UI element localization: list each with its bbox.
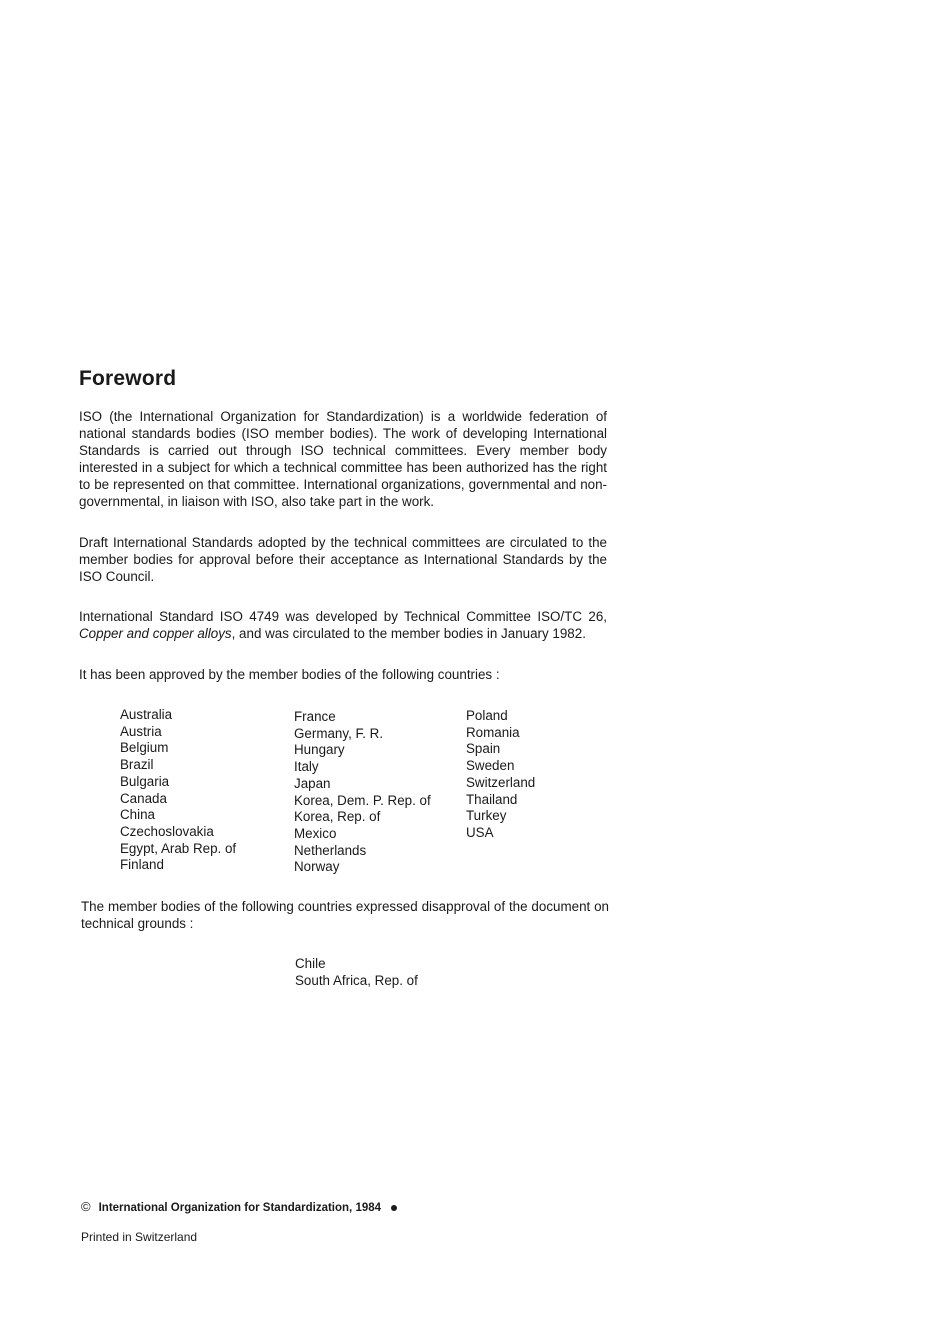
printed-in-note: Printed in Switzerland xyxy=(81,1230,198,1244)
country-item: Austria xyxy=(120,723,162,739)
disapproved-countries-list xyxy=(295,956,418,989)
country-item: Italy xyxy=(294,759,319,775)
country-item: Egypt, Arab Rep. of xyxy=(120,840,237,856)
country-item: Canada xyxy=(120,790,167,806)
country-item: Hungary xyxy=(294,742,345,758)
standard-origin-text-end: , and was circulated to the member bodies in January 1982. xyxy=(231,626,586,641)
country-item: Romania xyxy=(466,724,520,740)
foreword-heading: Foreword xyxy=(79,367,177,390)
country-item: USA xyxy=(466,824,494,840)
country-item: Spain xyxy=(466,741,501,757)
country-item: Turkey xyxy=(466,808,507,824)
country-item: China xyxy=(120,807,155,823)
approved-countries-column-2 xyxy=(294,709,431,876)
country-item: South Africa, Rep. of xyxy=(295,972,418,988)
committee-title: Copper and copper alloys xyxy=(79,626,232,641)
country-item: Norway xyxy=(294,859,340,875)
intro-paragraph: ISO (the International Organization for Standardization) is a worldwide federation of national standards bodies (ISO member bodies). The work of developing International Standards is carried out through ISO technical committees. Every member body interested in a subject for which a technical committee has been authorized has the right to be represented on that committee. International organizations, governmental and non-governmental, in liaison with ISO, also take part in the work. xyxy=(79,409,607,509)
approval-paragraph: It has been approved by the member bodies of the following countries : xyxy=(79,667,500,682)
country-item: Czechoslovakia xyxy=(120,823,214,839)
country-item: Korea, Dem. P. Rep. of xyxy=(294,792,431,808)
copyright-text: International Organization for Standardization, 1984 xyxy=(98,1202,382,1214)
standard-origin-paragraph xyxy=(79,608,607,642)
approved-countries-column-1 xyxy=(120,707,236,874)
country-item: Japan xyxy=(294,775,331,791)
country-item: Thailand xyxy=(466,791,518,807)
copyright-icon: © xyxy=(81,1199,91,1214)
country-item: Australia xyxy=(120,707,173,722)
country-item: Bulgaria xyxy=(120,773,170,789)
country-item: Korea, Rep. of xyxy=(294,809,381,825)
disapproval-paragraph: The member bodies of the following countries expressed disapproval of the document on technical grounds : xyxy=(81,899,609,931)
country-item: Germany, F. R. xyxy=(294,725,384,741)
standard-origin-text: International Standard ISO 4749 was developed by Technical Committee ISO/TC 26, xyxy=(79,609,607,624)
copyright-line xyxy=(81,1199,397,1214)
country-item: Mexico xyxy=(294,825,337,841)
country-item: Belgium xyxy=(120,740,169,756)
country-item: Switzerland xyxy=(466,774,536,790)
country-item: Finland xyxy=(120,857,164,873)
country-item: Poland xyxy=(466,708,508,723)
country-item: Chile xyxy=(295,956,326,971)
approved-countries-column-3 xyxy=(466,708,535,842)
country-item: Sweden xyxy=(466,758,515,774)
country-item: Brazil xyxy=(120,757,154,773)
country-item: France xyxy=(294,709,336,724)
draft-standards-paragraph: Draft International Standards adopted by the technical committees are circulated to the member bodies for approval before their acceptance as International Standards by the ISO Council. xyxy=(79,535,607,584)
country-item: Netherlands xyxy=(294,842,367,858)
bullet-dot-icon xyxy=(391,1205,397,1211)
